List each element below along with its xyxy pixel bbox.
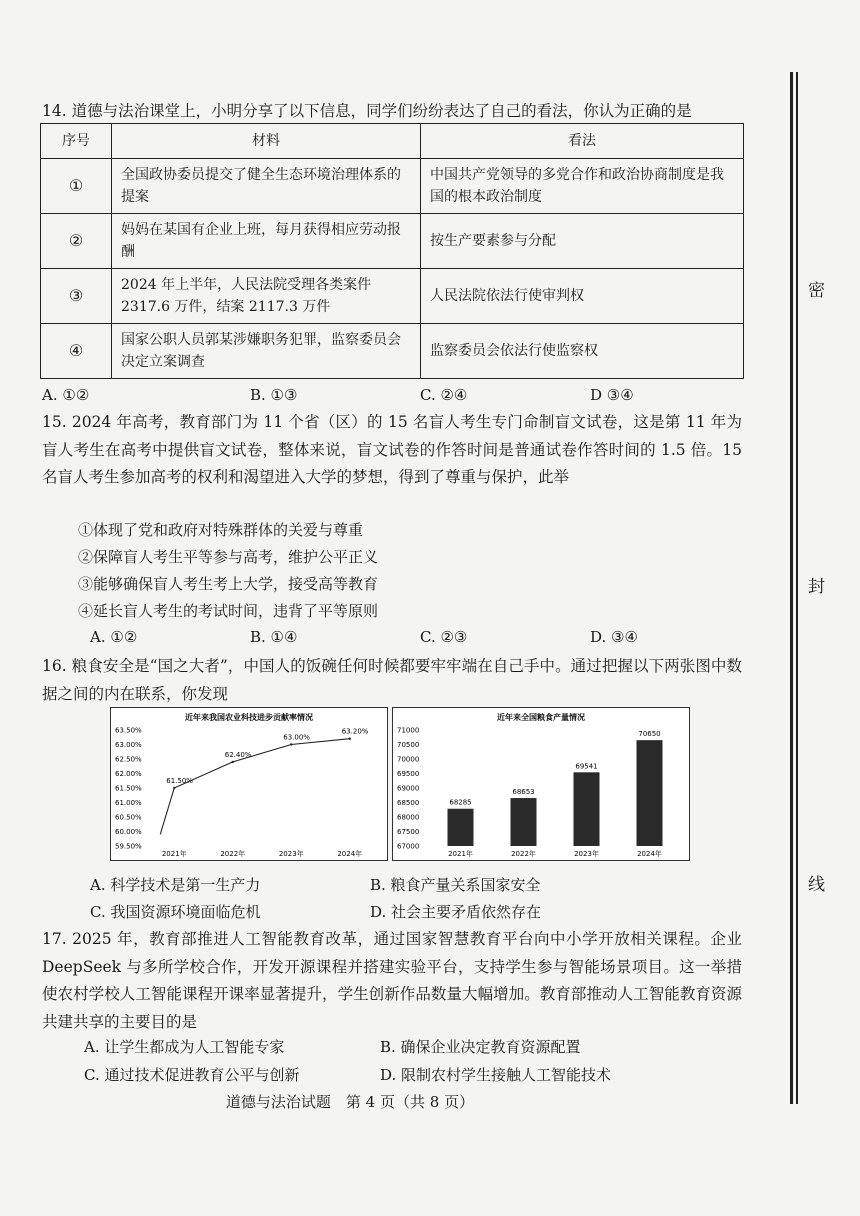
- header-view: 看法: [421, 124, 744, 159]
- row-number: ③: [41, 269, 112, 324]
- y-tick-label: 68000: [397, 813, 420, 822]
- q14-table: [40, 123, 744, 379]
- data-label: 68653: [512, 788, 535, 797]
- page-footer: 道德与法治试题 第 4 页（共 8 页）: [225, 1093, 475, 1111]
- y-tick-label: 59.50%: [115, 842, 142, 851]
- series-line: [160, 739, 350, 835]
- seal-char-feng: 封: [808, 577, 825, 597]
- chart-agri-tech: [110, 707, 388, 861]
- q15-item-3: ③能够确保盲人考生考上大学，接受高等教育: [78, 575, 379, 593]
- q16-option-b[interactable]: B. 粮食产量关系国家安全: [370, 876, 541, 894]
- data-label: 69541: [575, 762, 598, 771]
- q15-stem: 15. 2024 年高考，教育部门为 11 个省（区）的 15 名盲人考生专门命制盲文试卷，这是第 11 年为盲人考生在高考中提供盲文试卷，整体来说，盲文试卷的作答时间是普通试卷作答时间的 1.5 倍。15 名盲人考生参加高考的权利和渴望进入大学的梦想，得到了尊重与保护，此举: [42, 413, 742, 486]
- row-view: 人民法院依法行使审判权: [421, 269, 744, 324]
- bar: [637, 740, 663, 846]
- data-label: 62.40%: [224, 750, 252, 759]
- q15-option-a[interactable]: A. ①②: [90, 628, 138, 646]
- q14-option-a[interactable]: A. ①②: [42, 386, 90, 404]
- header-material: 材料: [112, 124, 421, 159]
- x-tick-label: 2024年: [637, 850, 662, 858]
- row-material: 妈妈在某国有企业上班，每月获得相应劳动报酬: [112, 214, 421, 269]
- table-header-row: [41, 124, 744, 159]
- row-number: ④: [41, 324, 112, 379]
- q17-option-a[interactable]: A. 让学生都成为人工智能专家: [84, 1038, 285, 1056]
- q15-option-b[interactable]: B. ①④: [250, 628, 298, 646]
- y-tick-label: 62.00%: [115, 770, 142, 778]
- x-tick-label: 2024年: [337, 850, 363, 858]
- data-point: [349, 738, 351, 740]
- q14-stem: 14. 道德与法治课堂上，小明分享了以下信息，同学们纷纷表达了自己的看法，你认为正确的是: [42, 102, 692, 120]
- chart-title: 近年来我国农业科技进步贡献率情况: [185, 713, 313, 722]
- chart-agri-tech-svg: [111, 708, 387, 860]
- table-row: [41, 269, 744, 324]
- data-label: 63.20%: [341, 727, 369, 736]
- data-label: 63.00%: [283, 733, 310, 742]
- table-row: [41, 324, 744, 379]
- y-tick-label: 69000: [397, 784, 420, 793]
- q16-option-c[interactable]: C. 我国资源环境面临危机: [90, 903, 261, 921]
- q15-item-2: ②保障盲人考生平等参与高考，维护公平正义: [78, 548, 379, 566]
- q15-option-d[interactable]: D. ③④: [590, 628, 638, 646]
- bar: [511, 798, 537, 846]
- y-tick-label: 68500: [397, 799, 420, 807]
- table-row: [41, 214, 744, 269]
- y-tick-label: 69500: [397, 770, 420, 778]
- x-tick-label: 2021年: [448, 850, 473, 858]
- x-tick-label: 2021年: [161, 850, 187, 858]
- y-tick-label: 60.50%: [115, 813, 142, 822]
- data-label: 68285: [449, 798, 472, 807]
- row-view: 中国共产党领导的多党合作和政治协商制度是我国的根本政治制度: [421, 159, 744, 214]
- data-label: 61.50%: [166, 777, 193, 785]
- data-point: [232, 761, 234, 763]
- chart-grain-output: [392, 707, 690, 861]
- table-row: [41, 159, 744, 214]
- q15-option-c[interactable]: C. ②③: [420, 628, 468, 646]
- row-material: 国家公职人员郭某涉嫌职务犯罪，监察委员会决定立案调查: [112, 324, 421, 379]
- x-tick-label: 2023年: [278, 850, 304, 858]
- bar: [574, 772, 600, 846]
- row-view: 按生产要素参与分配: [421, 214, 744, 269]
- row-material: 全国政协委员提交了健全生态环境治理体系的提案: [112, 159, 421, 214]
- q17-option-b[interactable]: B. 确保企业决定教育资源配置: [380, 1038, 581, 1056]
- header-number: 序号: [41, 124, 112, 159]
- row-view: 监察委员会依法行使监察权: [421, 324, 744, 379]
- x-tick-label: 2022年: [511, 850, 536, 858]
- y-tick-label: 67500: [397, 828, 420, 836]
- binding-line-outer: [790, 72, 793, 1104]
- q14-option-d[interactable]: D ③④: [590, 386, 634, 404]
- q14-option-b[interactable]: B. ①③: [250, 386, 298, 404]
- seal-char-xian: 线: [808, 875, 825, 895]
- q16-option-a[interactable]: A. 科学技术是第一生产力: [90, 876, 261, 894]
- y-tick-label: 70500: [397, 741, 420, 749]
- data-point: [290, 743, 292, 745]
- y-tick-label: 61.00%: [115, 799, 142, 807]
- y-tick-label: 63.00%: [115, 741, 142, 749]
- y-tick-label: 63.50%: [115, 726, 142, 735]
- q14-option-c[interactable]: C. ②④: [420, 386, 468, 404]
- data-point: [173, 787, 175, 789]
- chart-title: 近年来全国粮食产量情况: [497, 713, 585, 722]
- data-label: 70650: [638, 730, 661, 739]
- seal-char-mi: 密: [808, 281, 825, 301]
- q17-option-c[interactable]: C. 通过技术促进教育公平与创新: [84, 1066, 300, 1084]
- q16-stem: 16. 粮食安全是“国之大者”，中国人的饭碗任何时候都要牢牢端在自己手中。通过把握以下两张图中数据之间的内在联系，你发现: [42, 657, 742, 703]
- x-tick-label: 2023年: [574, 850, 599, 858]
- q17-option-d[interactable]: D. 限制农村学生接触人工智能技术: [380, 1066, 612, 1084]
- y-tick-label: 70000: [397, 755, 420, 764]
- x-tick-label: 2022年: [220, 850, 246, 858]
- y-tick-label: 62.50%: [115, 755, 142, 764]
- row-material: 2024 年上半年，人民法院受理各类案件 2317.6 万件，结案 2117.3 万件: [112, 269, 421, 324]
- q15-item-1: ①体现了党和政府对特殊群体的关爱与尊重: [78, 521, 364, 539]
- binding-line-inner: [796, 72, 798, 1104]
- y-tick-label: 60.00%: [115, 828, 142, 836]
- bar: [448, 809, 474, 846]
- q16-option-d[interactable]: D. 社会主要矛盾依然存在: [370, 903, 542, 921]
- chart-grain-output-svg: [393, 708, 689, 860]
- y-tick-label: 71000: [397, 726, 420, 735]
- row-number: ①: [41, 159, 112, 214]
- q15-item-4: ④延长盲人考生的考试时间，违背了平等原则: [78, 602, 379, 620]
- row-number: ②: [41, 214, 112, 269]
- q17-stem: 17. 2025 年，教育部推进人工智能教育改革，通过国家智慧教育平台向中小学开放相关课程。企业 DeepSeek 与多所学校合作，开发开源课程并搭建实验平台，支持学生参与智能场景项目。这一举措使农村学校人工智能课程开课率显著提升，学生创新作品数量大幅增加。教育部推动人工智能教育资源共建共享的主要目的是: [42, 930, 742, 1031]
- y-tick-label: 67000: [397, 842, 420, 851]
- y-tick-label: 61.50%: [115, 784, 142, 793]
